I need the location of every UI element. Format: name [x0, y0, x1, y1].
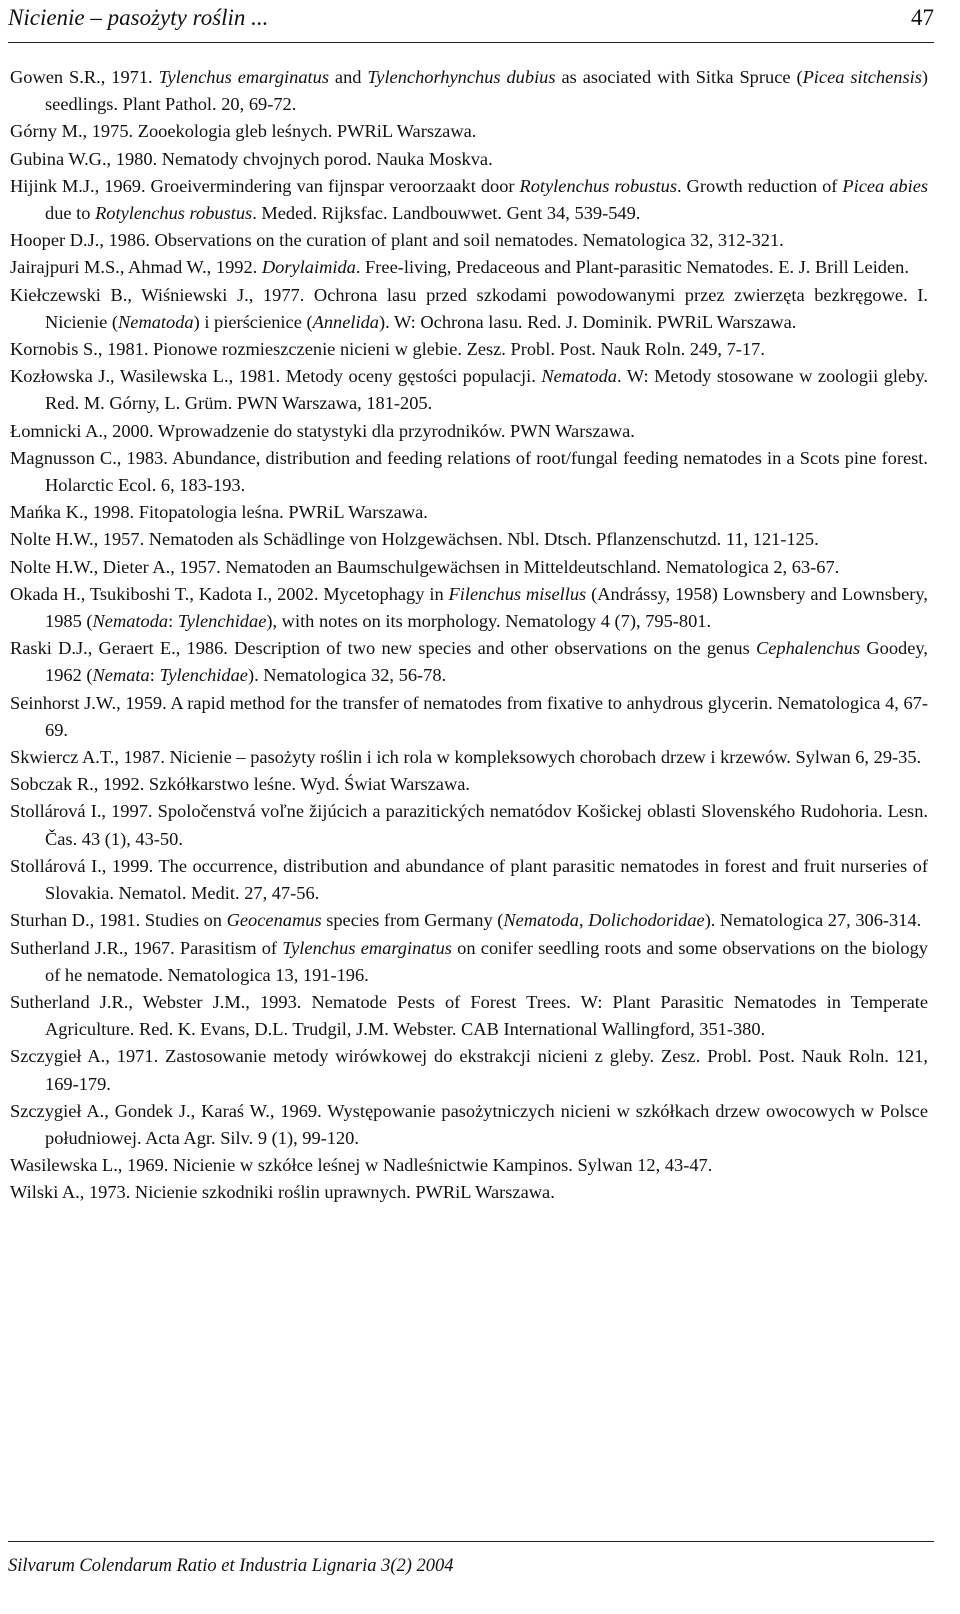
reference-italic-text: Tylenchorhynchus dubius — [367, 67, 556, 87]
reference-text: Skwiercz A.T., 1987. Nicienie – pasożyty roślin i ich rola w kompleksowych chorobach drzew i krzewów. Sylwan 6, 29-35. — [10, 747, 922, 768]
reference-text: . Meded. Rijksfac. Landbouwwet. Gent 34, 539-549. — [252, 203, 641, 224]
reference-italic-text: Rotylenchus robustus — [95, 203, 253, 224]
reference-entry — [10, 445, 928, 499]
reference-entry — [10, 282, 928, 336]
reference-text: . Growth reduction of — [677, 175, 843, 196]
reference-italic-text: Tylenchidae — [177, 611, 267, 632]
reference-italic-text: Nematoda — [503, 910, 580, 931]
reference-italic-text: Nematoda — [92, 611, 169, 632]
reference-entry — [10, 173, 928, 227]
reference-text: Wilski A., 1973. Nicienie szkodniki roślin uprawnych. PWRiL Warszawa. — [10, 1182, 555, 1203]
reference-text: , — [579, 910, 589, 931]
reference-text: Seinhorst J.W., 1959. A rapid method for the transfer of nematodes from fixative to anhydrous glycerin. Nematologica 4, 67-69. — [10, 692, 928, 740]
reference-italic-text: Geocenamus — [226, 910, 322, 931]
reference-text: ), with notes on its morphology. Nematology 4 (7), 795-801. — [266, 611, 712, 632]
reference-text: Goodey, 1962 ( — [45, 638, 928, 686]
reference-italic-text: Rotylenchus robustus — [519, 175, 677, 196]
page-header — [8, 2, 934, 43]
running-title: Nicienie – pasożyty roślin ... — [8, 5, 269, 30]
journal-citation: Silvarum Colendarum Ratio et Industria Lignaria 3(2) 2004 — [8, 1556, 454, 1576]
reference-entry — [10, 227, 928, 254]
reference-entry — [10, 254, 928, 281]
reference-text: Nolte H.W., 1957. Nematoden als Schädlinge von Holzgewächsen. Nbl. Dtsch. Pflanzenschutzd. 11, 121-125. — [10, 529, 819, 550]
reference-text: ). Nematologica 27, 306-314. — [704, 910, 922, 931]
reference-entry — [10, 118, 928, 145]
reference-entry — [10, 418, 928, 445]
reference-italic-text: Nematoda — [541, 366, 617, 387]
reference-text: Sutherland J.R., Webster J.M., 1993. Nematode Pests of Forest Trees. W: Plant Parasitic Nematodes in Temperate Agriculture. Red. K. Evans, D.L. Trudgil, J.M. Webster. CAB International Wallingford, 351-380. — [10, 991, 928, 1040]
reference-text: Kiełczewski B., Wiśniewski J., 1977. Ochrona lasu przed szkodami powodowanymi przez zwierzęta bezkręgowe. I. Nicienie ( — [10, 284, 928, 332]
reference-entry — [10, 798, 928, 852]
reference-text: species from Germany ( — [321, 910, 504, 931]
reference-text: ). W: Ochrona lasu. Red. J. Dominik. PWRiL Warszawa. — [379, 311, 797, 332]
reference-text: . W: Metody stosowane w zoologii gleby. Red. M. Górny, L. Grüm. PWN Warszawa, 181-205. — [45, 366, 928, 414]
reference-text: ). Nematologica 32, 56-78. — [247, 665, 447, 686]
reference-italic-text: Annelida — [312, 311, 379, 332]
reference-text: Okada H., Tsukiboshi T., Kadota I., 2002. Mycetophagy in — [10, 583, 449, 604]
reference-text: Raski D.J., Geraert E., 1986. Description of two new species and other observations on the genus — [10, 638, 756, 659]
reference-text: Sobczak R., 1992. Szkółkarstwo leśne. Wyd. Świat Warszawa. — [10, 774, 470, 795]
reference-text: Kornobis S., 1981. Pionowe rozmieszczenie nicieni w glebie. Zesz. Probl. Post. Nauk Roln. 249, 7-17. — [10, 339, 765, 360]
reference-entry — [10, 1043, 928, 1097]
reference-entry — [10, 1152, 928, 1179]
reference-text: : — [168, 611, 178, 632]
reference-entry — [10, 499, 928, 526]
reference-entry — [10, 635, 928, 689]
reference-text: Łomnicki A., 2000. Wprowadzenie do statystyki dla przyrodników. PWN Warszawa. — [10, 420, 635, 441]
reference-italic-text: Tylenchus emarginatus — [158, 67, 329, 87]
reference-text: due to — [45, 203, 96, 224]
reference-italic-text: Cephalenchus — [755, 638, 861, 659]
reference-entry — [10, 989, 928, 1043]
reference-italic-text: Tylenchus emarginatus — [282, 937, 452, 958]
reference-italic-text: Filenchus misellus — [448, 583, 587, 604]
reference-italic-text: Tylenchidae — [159, 665, 248, 686]
reference-text: ) i pierścienice ( — [193, 311, 313, 332]
reference-italic-text: Dorylaimida — [261, 257, 356, 278]
reference-text: ) seedlings. Plant Pathol. 20, 69-72. — [45, 67, 929, 115]
reference-entry — [10, 1098, 928, 1152]
reference-text: on conifer seedling roots and some observations on the biology of he nematode. Nematologica 13, 191-196. — [45, 937, 928, 985]
reference-text: Magnusson C., 1983. Abundance, distribution and feeding relations of root/fungal feeding nematodes in a Scots pine forest. Holarctic Ecol. 6, 183-193. — [10, 447, 928, 496]
reference-text: Hijink M.J., 1969. Groeivermindering van fijnspar veroorzaakt door — [10, 175, 520, 196]
reference-entry — [10, 771, 928, 798]
reference-entry — [10, 744, 928, 771]
reference-text: Gowen S.R., 1971. — [10, 67, 159, 87]
reference-text: as asociated with Sitka Spruce ( — [555, 67, 803, 87]
reference-text: Szczygieł A., Gondek J., Karaś W., 1969. Występowanie pasożytniczych nicieni w szkółkach drzew owocowych w Polsce południowej. Acta Agr. Silv. 9 (1), 99-120. — [10, 1100, 928, 1148]
reference-text: Gubina W.G., 1980. Nematody chvojnych porod. Nauka Moskva. — [10, 148, 493, 169]
reference-text: Hooper D.J., 1986. Observations on the curation of plant and soil nematodes. Nematologica 32, 312-321. — [10, 230, 784, 251]
reference-text: Górny M., 1975. Zooekologia gleb leśnych. PWRiL Warszawa. — [10, 121, 477, 142]
reference-text: and — [329, 67, 368, 87]
reference-text: Sutherland J.R., 1967. Parasitism of — [10, 937, 283, 958]
reference-text: Sturhan D., 1981. Studies on — [10, 910, 227, 931]
reference-entry — [10, 146, 928, 173]
reference-entry — [10, 690, 928, 744]
reference-entry — [10, 336, 928, 363]
reference-entry — [10, 581, 928, 635]
page-footer — [8, 1541, 934, 1578]
reference-text: Mańka K., 1998. Fitopatologia leśna. PWRiL Warszawa. — [10, 502, 428, 523]
reference-text: (Andrássy, 1958) Lownsbery and Lownsbery, 1985 ( — [45, 583, 928, 632]
reference-entry — [10, 1179, 928, 1206]
reference-italic-text: Dolichodoridae — [588, 910, 705, 931]
reference-entry — [10, 907, 928, 934]
reference-entry — [10, 526, 928, 553]
reference-text: Nolte H.W., Dieter A., 1957. Nematoden an Baumschulgewächsen in Mitteldeutschland. Nematologica 2, 63-67. — [10, 556, 840, 577]
reference-entry — [10, 363, 928, 417]
reference-text: : — [149, 665, 160, 686]
reference-text: Jairajpuri M.S., Ahmad W., 1992. — [10, 257, 262, 278]
reference-text: Stollárová I., 1999. The occurrence, distribution and abundance of plant parasitic nematodes in forest and fruit nurseries of Slovakia. Nematol. Medit. 27, 47-56. — [10, 855, 928, 904]
reference-italic-text: Picea abies — [842, 175, 929, 196]
page-number: 47 — [911, 5, 934, 30]
reference-italic-text: Nemata — [92, 665, 150, 686]
reference-text: Szczygieł A., 1971. Zastosowanie metody wirówkowej do ekstrakcji nicieni z gleby. Zesz. Probl. Post. Nauk Roln. 121, 169-179. — [10, 1046, 928, 1094]
reference-text: Wasilewska L., 1969. Nicienie w szkółce leśnej w Nadleśnictwie Kampinos. Sylwan 12, 43-47. — [10, 1155, 713, 1176]
reference-text: Kozłowska J., Wasilewska L., 1981. Metody oceny gęstości populacji. — [10, 366, 542, 387]
reference-italic-text: Nematoda — [118, 311, 194, 332]
reference-list — [10, 64, 928, 1207]
reference-text: Stollárová I., 1997. Spoločenstvá voľne žijúcich a parazitických nematódov Košickej oblasti Slovenského Rudohoria. Lesn. Čas. 43 (1), 43-50. — [10, 801, 928, 849]
reference-entry — [10, 64, 928, 118]
reference-text: . Free-living, Predaceous and Plant-parasitic Nematodes. E. J. Brill Leiden. — [355, 257, 909, 278]
reference-entry — [10, 935, 928, 989]
reference-italic-text: Picea sitchensis — [802, 67, 922, 87]
reference-entry — [10, 853, 928, 907]
reference-entry — [10, 554, 928, 581]
